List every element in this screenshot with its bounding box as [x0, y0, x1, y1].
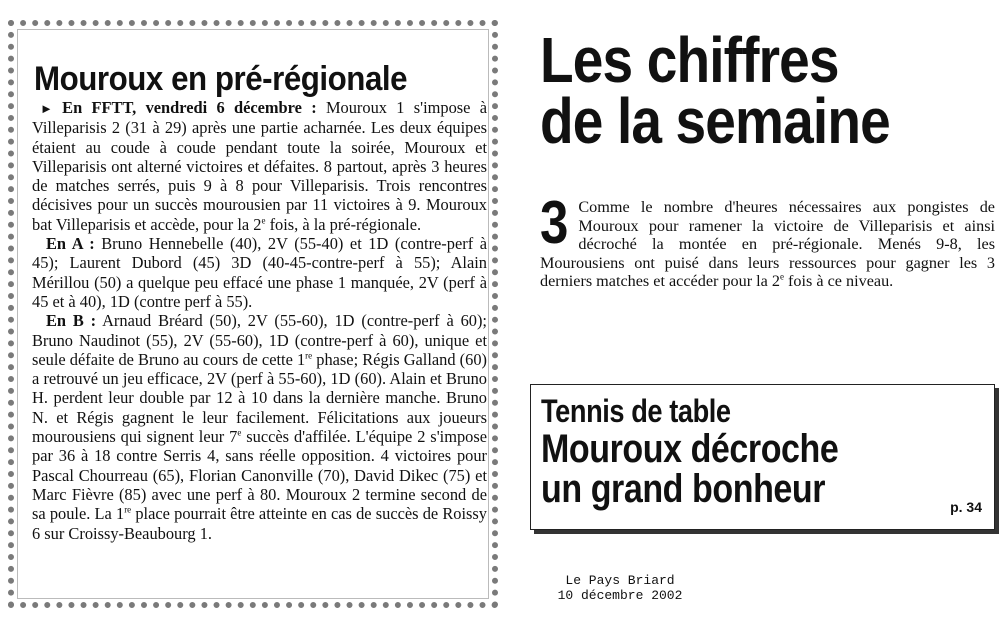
teaser-headline-line-1: Mouroux décroche [541, 427, 839, 471]
source-caption [540, 573, 700, 603]
stat-block: 3 Comme le nombre d'heures nécessaires aux pongistes de Mouroux pour ramener la victoire de Villeparisis et ainsi décroché la montée en pré-régionale. Menés 9-8, les Mourousiens ont puisé dans leurs ressources pour gagner les 3 derniers matches et accéder pour la 2e fois à ce niveau. [540, 189, 995, 291]
page-reference: p. 34 [950, 499, 982, 515]
section-title-line-1: Les chiffres [540, 24, 839, 96]
team-a-label: En A : [46, 234, 95, 254]
teaser-box [530, 384, 995, 530]
article-paragraph-team-b: En B : Arnaud Bréard (50), 2V (55-60), 1D (contre-perf à 60); Bruno Naudinot (55), 2V (55-60), 1D (contre-perf à 60), unique et seule défaite de Bruno au cours de cette 1re phase; Régis Galland (60) a retrouvé un jeu efficace, 2V (perf à 55-60), 1D (60). Alain et Bruno H. perdent leur double par 12 à 10 dans la dernière manche. Bruno N. et Régis gagnent le leur facilement. Félicitations aux joueurs mourousiens qui signent leur 7e succès d'affilée. L'équipe 2 s'impose par 36 à 18 contre Serris 4, sans réelle opposition. 4 victoires pour Pascal Chourreau (65), Florian Canonville (70), David Dikec (75) et Marc Fièvre (85) avec une perf à 80. Mouroux 2 termine second de sa poule. La 1re place pourrait être atteinte en cas de succès de Roissy 6 sur Croissy-Beaubourg 1. [32, 311, 487, 543]
article-headline: Mouroux en pré-régionale [34, 60, 408, 98]
bullet-arrow-icon: ► [40, 101, 53, 116]
section-title-line-2: de la semaine [540, 85, 890, 157]
source-newspaper: Le Pays Briard [565, 573, 675, 588]
stat-text: Comme le nombre d'heures nécessaires aux pongistes de Mouroux pour ramener la victoire de Villeparisis et ainsi décroché la montée en pré-régionale. Menés 9-8, les Mourousiens ont puisé dans leurs ressources pour gagner les 3 derniers matches et accéder pour la 2 [540, 198, 995, 291]
stat-number: 3 [540, 189, 569, 256]
article-paragraph-intro: ► En FFTT, vendredi 6 décembre : Mouroux 1 s'impose à Villeparisis 2 (31 à 29) après une partie acharnée. Les deux équipes étaient au coude à coude pendant toute la soirée, Mouroux et Villeparisis ont alterné victoires et défaites. 8 partout, après 3 heures de matches serrés, puis 9 à 8 pour Villeparisis. Trois rencontres décisives pour un succès mourousien par 11 victoires à 9. Mouroux bat Villeparisis et accède, pour la 2e fois, à la pré-régionale. [32, 98, 487, 234]
section-title [540, 24, 918, 157]
teaser-headline-line-2: un grand bonheur [541, 467, 826, 511]
source-date: 10 décembre 2002 [557, 588, 683, 603]
team-b-label: En B : [46, 311, 97, 331]
article-lead: En FFTT, vendredi 6 décembre : [62, 98, 317, 117]
teaser-headline [541, 393, 838, 509]
teaser-kicker: Tennis de table [541, 393, 731, 429]
article-body [32, 98, 487, 543]
article-paragraph-team-a: En A : Bruno Hennebelle (40), 2V (55-40) et 1D (contre-perf à 45); Laurent Dubord (45) 3D (40-45-contre-perf à 55); Alain Mérillou (50) a quelque peu effacé une phase 1 manquée, 2V (perf à 45 et à 40), 1D (contre perf à 55). [32, 234, 487, 311]
